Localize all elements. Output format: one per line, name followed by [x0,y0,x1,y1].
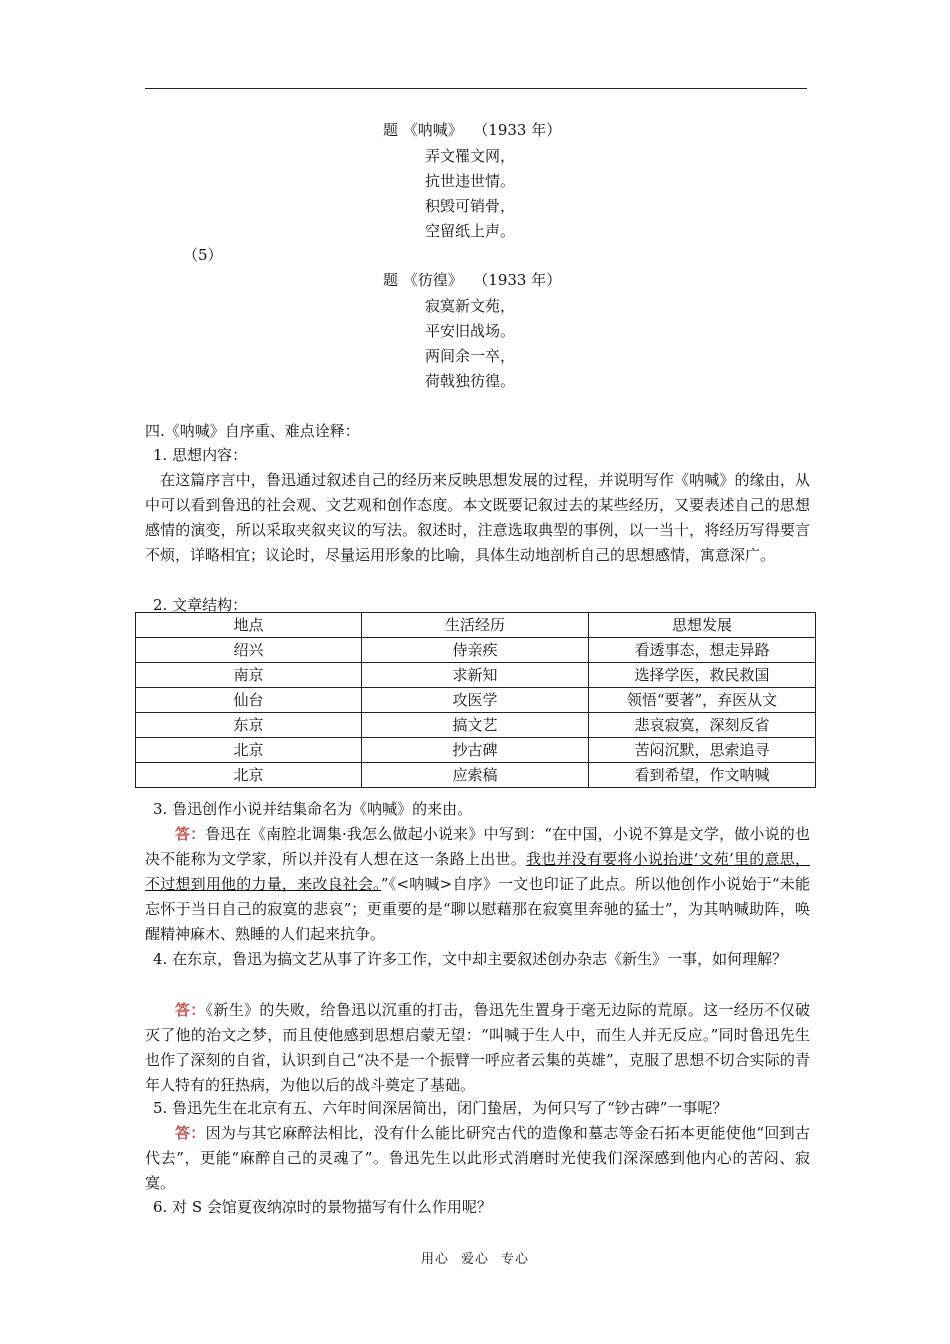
answer-label: 答： [175,1124,206,1142]
poem-year: （1933 年） [480,271,562,289]
poem-line: 空留纸上声。 [425,222,516,240]
question-title: 1. 思想内容： [153,446,248,464]
structure-table [135,612,816,788]
footer-text: 专心 [501,1252,530,1267]
page-footer [0,1248,950,1267]
table-row [136,713,816,738]
table-cell: 看到希望，作文呐喊 [589,763,816,788]
table-row [136,738,816,763]
table-cell: 求新知 [362,663,589,688]
poem-line: 平安旧战场。 [425,322,516,340]
table-cell: 搞文艺 [362,713,589,738]
paragraph-thought-content: 在这篇序言中，鲁迅通过叙述自己的经历来反映思想发展的过程，并说明写作《呐喊》的缘由，从中可以看到鲁迅的社会观、文艺观和创作态度。本文既要记叙过去的某些经历，又要表述自己的思想感情的演变，所以采取夹叙夹议的写法。叙述时，注意选取典型的事例，以一当十，将经历写得要言不烦，详略相宜；议论时，尽量运用形象的比喻，具体生动地剖析自己的思想感情，寓意深广。 [145,471,810,564]
poem-title-panghuang [383,270,561,290]
table-cell: 选择学医，救民救国 [589,663,816,688]
table-cell: 东京 [136,713,362,738]
table-cell: 应索稿 [362,763,589,788]
table-cell: 南京 [136,663,362,688]
poem-number: （5） [183,246,223,264]
question-title: 2. 文章结构： [153,596,248,614]
poem-title-nahan [383,120,561,140]
question-title: 5. 鲁迅先生在北京有五、六年时间深居简出，闭门蛰居，为何只写了“钞古碑”一事呢？ [153,1099,728,1117]
poem-year: （1933 年） [480,121,562,139]
header-rule [145,88,807,89]
poem-title-text: 题 《彷徨》 [383,271,463,289]
column-header: 生活经历 [362,613,589,638]
poem-line: 抗世违世情。 [425,172,516,190]
question-title: 6. 对 S 会馆夏夜纳凉时的景物描写有什么作用呢？ [153,1198,492,1216]
poem-line: 弄文罹文网， [425,147,516,165]
table-row [136,763,816,788]
answer-paragraph [145,998,810,1098]
footer-text: 用心 [420,1252,449,1267]
poem-line: 两间余一卒， [425,347,516,365]
section-heading: 四.《呐喊》自序重、难点诠释： [145,422,360,440]
footer-text: 爱心 [460,1252,489,1267]
table-cell: 绍兴 [136,638,362,663]
table-cell: 仙台 [136,688,362,713]
answer-text: 鲁迅在《南腔北调集·我怎么做起小说来》中写到：“在中国，小说不算是文学，做小说的也决不能称为文学家，所以并没有人想在这一条路上出世。 [145,825,810,868]
table-cell: 悲哀寂寞，深刻反省 [589,713,816,738]
poem-line: 积毁可销骨， [425,197,516,215]
table-row [136,688,816,713]
column-header: 地点 [136,613,362,638]
question-title: 4. 在东京，鲁迅为搞文艺从事了许多工作，文中却主要叙述创办杂志《新生》一事，如何理解？ [153,950,788,968]
answer-text: 《新生》的失败，给鲁迅以沉重的打击，鲁迅先生置身于毫无边际的荒原。这一经历不仅破灭了他的治文之梦，而且使他感到思想启蒙无望：“叫喊于生人中，而生人并无反应。”同时鲁迅先生也作了深刻的自省，认识到自己“决不是一个振臂一呼应者云集的英雄”，克服了思想不切合实际的青年人特有的狂热病，为他以后的战斗奠定了基础。 [145,1001,810,1094]
table-cell: 看透事态，想走异路 [589,638,816,663]
table-cell: 北京 [136,738,362,763]
table-header-row [136,613,816,638]
answer-paragraph [145,822,810,947]
table-cell: 攻医学 [362,688,589,713]
answer-quote-underlined: 我也并没有要将小说抬进‘文苑’里的意思，不过想到用他的力量，来改良社会。 [145,850,810,893]
table-cell: 侍亲疾 [362,638,589,663]
poem-line: 荷戟独彷徨。 [425,372,516,390]
table-cell: 抄古碑 [362,738,589,763]
column-header: 思想发展 [589,613,816,638]
answer-label: 答： [175,1001,206,1019]
table-cell: 北京 [136,763,362,788]
answer-paragraph [145,1121,810,1196]
poem-title-text: 题 《呐喊》 [383,121,463,139]
answer-text: ”《<呐喊>自序》一文也印证了此点。所以他创作小说始于“未能忘怀于当日自己的寂寞的悲哀”；更重要的是“聊以慰藉那在寂寞里奔驰的猛士”，为其呐喊助阵，唤醒精神麻木、熟睡的人们起来抗争。 [145,875,810,943]
answer-label: 答： [175,825,206,843]
poem-line: 寂寞新文苑， [425,297,516,315]
table-row [136,638,816,663]
table-row [136,663,816,688]
table-cell: 苦闷沉默，思索追寻 [589,738,816,763]
table-cell: 领悟“要著”，弃医从文 [589,688,816,713]
question-title: 3. 鲁迅创作小说并结集命名为《呐喊》的来由。 [153,800,473,818]
answer-text: 因为与其它麻醉法相比，没有什么能比研究古代的造像和墓志等金石拓本更能使他“回到古代去”，更能“麻醉自己的灵魂了”。鲁迅先生以此形式消磨时光使我们深深感到他内心的苦闷、寂寞。 [145,1124,810,1192]
